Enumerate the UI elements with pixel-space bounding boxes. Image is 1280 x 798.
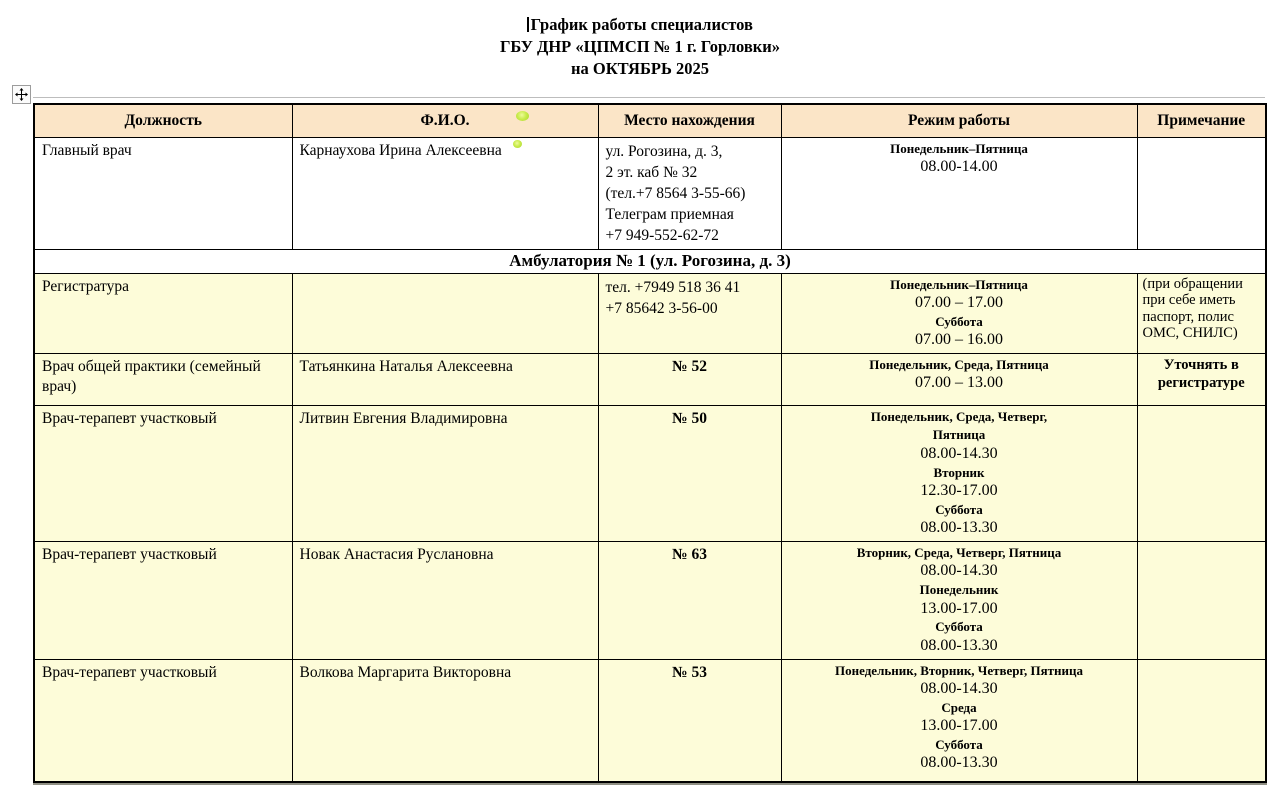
title-line-1: График работы специалистов: [0, 14, 1280, 36]
cell-location[interactable]: тел. +7949 518 36 41 +7 85642 3-56-00: [598, 273, 781, 353]
cell-room-number[interactable]: № 52: [598, 353, 781, 405]
green-marker-dot: [516, 111, 529, 121]
cell-position[interactable]: Врач-терапевт участковый: [34, 541, 292, 659]
table-row-therapist-volkova: [34, 659, 1266, 782]
table-row-registry: [34, 273, 1266, 353]
col-header-note[interactable]: Примечание: [1137, 104, 1266, 137]
cell-note[interactable]: [1137, 541, 1266, 659]
col-header-position[interactable]: Должность: [34, 104, 292, 137]
document-title: [0, 14, 1280, 80]
cell-name[interactable]: Карнаухова Ирина Алексеевна: [292, 137, 598, 249]
cell-schedule[interactable]: Понедельник, Вторник, Четверг, Пятница 08.00-14.30 Среда 13.00-17.00 Суббота 08.00-13.30: [781, 659, 1137, 782]
table-row-general-practitioner: [34, 353, 1266, 405]
table-row-therapist-litvin: [34, 405, 1266, 541]
cell-location[interactable]: ул. Рогозина, д. 3, 2 эт. каб № 32 (тел.+7 8564 3-55-66) Телеграм приемная +7 949-552-62-72: [598, 137, 781, 249]
col-header-name[interactable]: Ф.И.О.: [292, 104, 598, 137]
cell-name[interactable]: Татьянкина Наталья Алексеевна: [292, 353, 598, 405]
table-move-handle-icon[interactable]: [12, 85, 31, 104]
table-header-row: [34, 104, 1266, 137]
cell-name[interactable]: Волкова Маргарита Викторовна: [292, 659, 598, 782]
cell-schedule[interactable]: Понедельник–Пятница 07.00 – 17.00 Суббота 07.00 – 16.00: [781, 273, 1137, 353]
schedule-table: [33, 103, 1267, 783]
col-header-location[interactable]: Место нахождения: [598, 104, 781, 137]
cell-note[interactable]: [1137, 659, 1266, 782]
cell-room-number[interactable]: № 53: [598, 659, 781, 782]
cell-room-number[interactable]: № 50: [598, 405, 781, 541]
cell-position[interactable]: Врач-терапевт участковый: [34, 659, 292, 782]
col-header-schedule[interactable]: Режим работы: [781, 104, 1137, 137]
cell-schedule[interactable]: Понедельник, Среда, Пятница 07.00 – 13.00: [781, 353, 1137, 405]
table-section-row: [34, 249, 1266, 273]
title-line-2: ГБУ ДНР «ЦПМСП № 1 г. Горловки»: [499, 37, 781, 56]
cell-position[interactable]: Врач общей практики (семейный врач): [34, 353, 292, 405]
table-top-gridline: [33, 97, 1265, 98]
text-caret: [527, 17, 529, 32]
title-line-3: на ОКТЯБРЬ 2025: [571, 59, 709, 78]
cell-note[interactable]: [1137, 137, 1266, 249]
cell-schedule[interactable]: Понедельник, Среда, Четверг, Пятница 08.00-14.30 Вторник 12.30-17.00 Суббота 08.00-13.30: [781, 405, 1137, 541]
cell-name[interactable]: [292, 273, 598, 353]
cell-note[interactable]: Уточнять в регистратуре: [1137, 353, 1266, 405]
table-row-therapist-novak: [34, 541, 1266, 659]
cell-schedule[interactable]: Вторник, Среда, Четверг, Пятница 08.00-14.30 Понедельник 13.00-17.00 Суббота 08.00-13.30: [781, 541, 1137, 659]
cell-room-number[interactable]: № 63: [598, 541, 781, 659]
cell-position[interactable]: Главный врач: [34, 137, 292, 249]
cell-note[interactable]: (при обращении при себе иметь паспорт, полис ОМС, СНИЛС): [1137, 273, 1266, 353]
cell-note[interactable]: [1137, 405, 1266, 541]
cell-position[interactable]: Регистратура: [34, 273, 292, 353]
section-header-ambulatory-1[interactable]: Амбулатория № 1 (ул. Рогозина, д. 3): [34, 249, 1266, 273]
cell-schedule[interactable]: Понедельник–Пятница 08.00-14.00: [781, 137, 1137, 249]
move-arrows-icon: [15, 88, 28, 101]
green-marker-dot: [513, 140, 522, 148]
cell-name[interactable]: Литвин Евгения Владимировна: [292, 405, 598, 541]
table-row-chief-doctor: [34, 137, 1266, 249]
cell-name[interactable]: Новак Анастасия Руслановна: [292, 541, 598, 659]
cell-position[interactable]: Врач-терапевт участковый: [34, 405, 292, 541]
